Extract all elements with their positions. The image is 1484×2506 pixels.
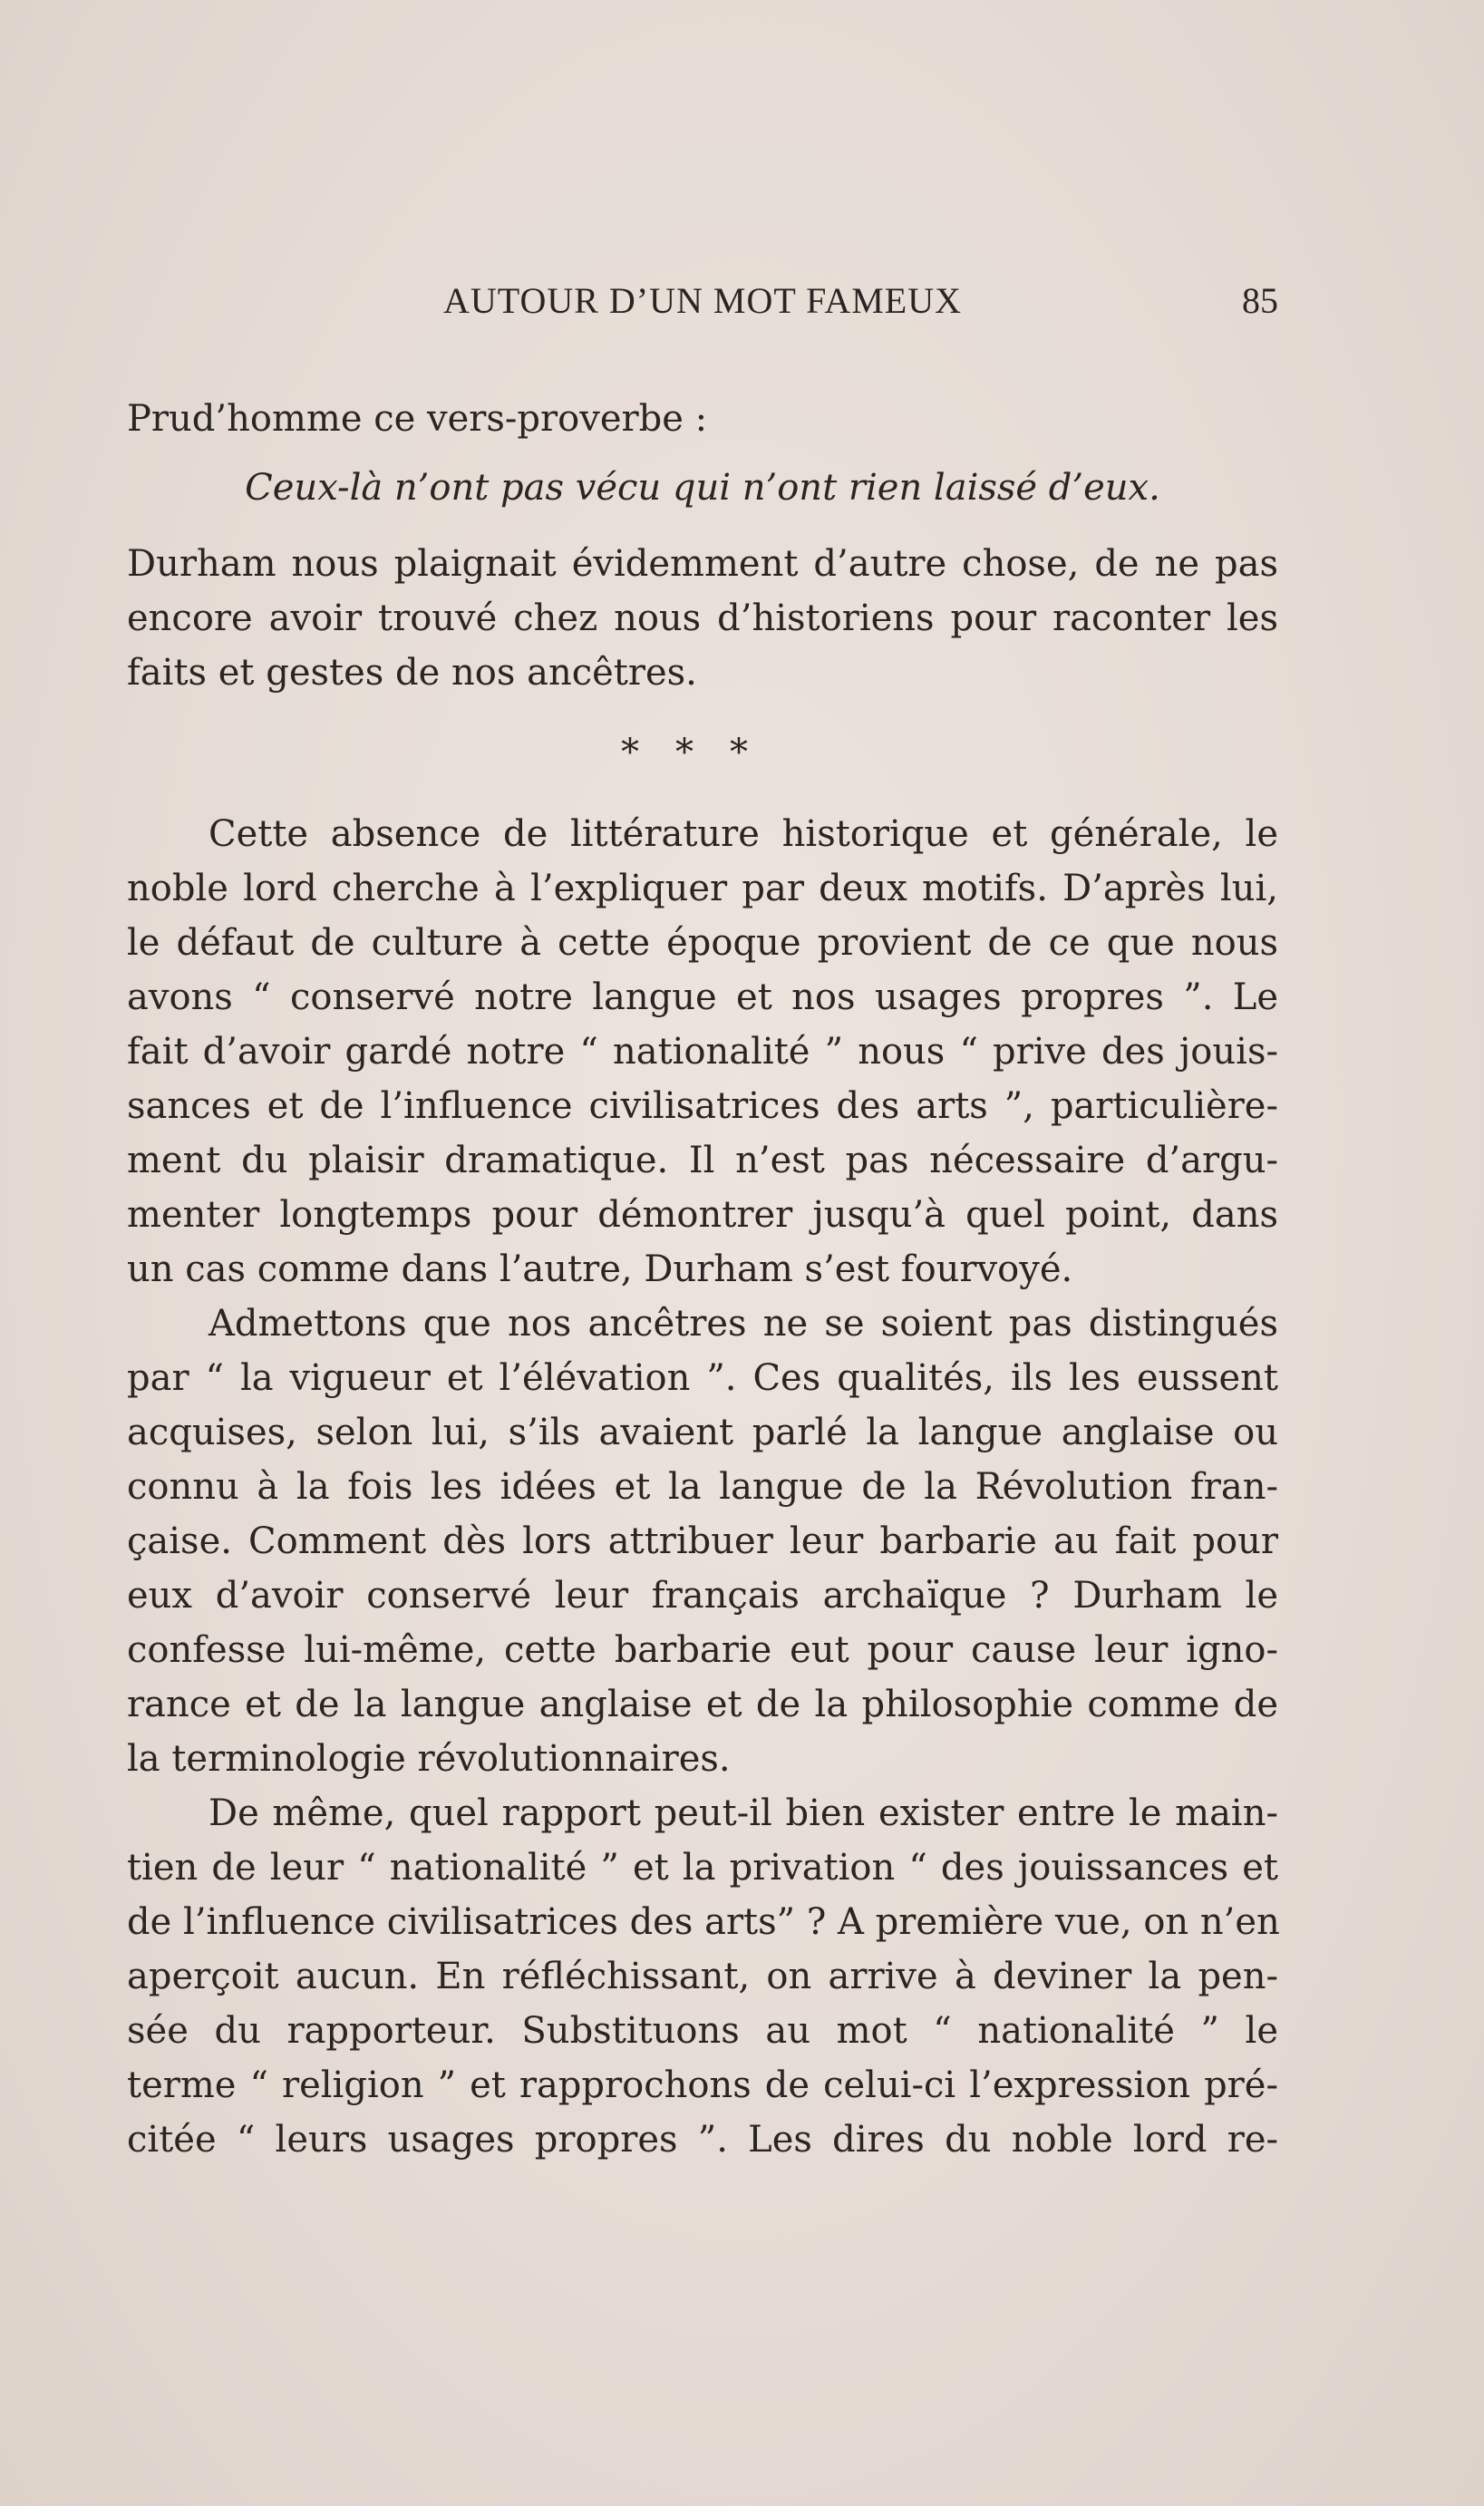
text-block (127, 392, 1278, 2167)
paragraph-line: par “ la vigueur et l’élévation ”. Ces qualités, ils les eussent (127, 1357, 1278, 1399)
paragraph-line: Cette absence de littérature historique et générale, le (209, 813, 1278, 855)
separator-star: * (730, 732, 784, 773)
paragraph-line: sances et de l’influence civilisatrices des arts ”, particulière- (127, 1085, 1278, 1127)
paragraph-line: avons “ conservé notre langue et nos usages propres ”. Le (127, 976, 1278, 1018)
paragraph-line: faits et gestes de nos ancêtres. (127, 652, 697, 694)
paragraph-4 (127, 1786, 1278, 2167)
paragraph-3 (127, 1297, 1278, 1786)
paragraph-line: çaise. Comment dès lors attribuer leur barbarie au fait pour (127, 1520, 1278, 1562)
paragraph-line: menter longtemps pour démontrer jusqu’à quel point, dans (127, 1194, 1278, 1236)
paragraph-line: citée “ leurs usages propres ”. Les dires du noble lord re- (127, 2119, 1278, 2161)
verse-quote: Ceux-là n’ont pas vécu qui n’ont rien laissé d’eux. (245, 467, 1160, 509)
paragraph-line: aperçoit aucun. En réfléchissant, on arrive à deviner la pen- (127, 1956, 1278, 1997)
paragraph-line: terme “ religion ” et rapprochons de celui-ci l’expression pré- (127, 2064, 1278, 2106)
paragraph-line: un cas comme dans l’autre, Durham s’est fourvoyé. (127, 1248, 1073, 1290)
paragraph-line: rance et de la langue anglaise et de la philosophie comme de (127, 1684, 1278, 1725)
paragraph-line: encore avoir trouvé chez nous d’historiens pour raconter les (127, 597, 1278, 639)
section-separator (127, 725, 1278, 780)
paragraph-line: Admettons que nos ancêtres ne se soient pas distingués (209, 1303, 1278, 1345)
paragraph-line: la terminologie révolutionnaires. (127, 1738, 731, 1780)
paragraph-line: De même, quel rapport peut-il bien exister entre le main- (209, 1792, 1278, 1834)
page-number: 85 (1242, 280, 1278, 321)
paragraph-1 (127, 537, 1278, 700)
paragraph-line: le défaut de culture à cette époque provient de ce que nous (127, 922, 1278, 964)
running-title: AUTOUR D’UN MOT FAMEUX (442, 280, 963, 321)
intro-line: Prud’homme ce vers-proverbe : (127, 398, 708, 440)
paragraph-line: fait d’avoir gardé notre “ nationalité ” nous “ prive des jouis- (127, 1031, 1278, 1073)
paragraph-line: sée du rapporteur. Substituons au mot “ nationalité ” le (127, 2010, 1278, 2052)
separator-star: * (675, 732, 730, 773)
separator-star: * (621, 732, 675, 773)
paragraph-line: ment du plaisir dramatique. Il n’est pas nécessaire d’argu- (127, 1140, 1278, 1181)
paragraph-line: confesse lui-même, cette barbarie eut pour cause leur igno- (127, 1629, 1278, 1671)
paragraph-line: de l’influence civilisatrices des arts” ? A première vue, on n’en (127, 1901, 1280, 1943)
running-head (127, 272, 1278, 326)
paragraph-line: Durham nous plaignait évidemment d’autre chose, de ne pas (127, 543, 1278, 585)
paragraph-line: connu à la fois les idées et la langue de la Révolution fran- (127, 1466, 1278, 1508)
paragraph-line: tien de leur “ nationalité ” et la privation “ des jouissances et (127, 1847, 1278, 1889)
paragraph-line: noble lord cherche à l’expliquer par deux motifs. D’après lui, (127, 868, 1278, 909)
paragraph-2 (127, 807, 1278, 1297)
paragraph-line: eux d’avoir conservé leur français archaïque ? Durham le (127, 1575, 1278, 1617)
paragraph-line: acquises, selon lui, s’ils avaient parlé la langue anglaise ou (127, 1412, 1278, 1453)
